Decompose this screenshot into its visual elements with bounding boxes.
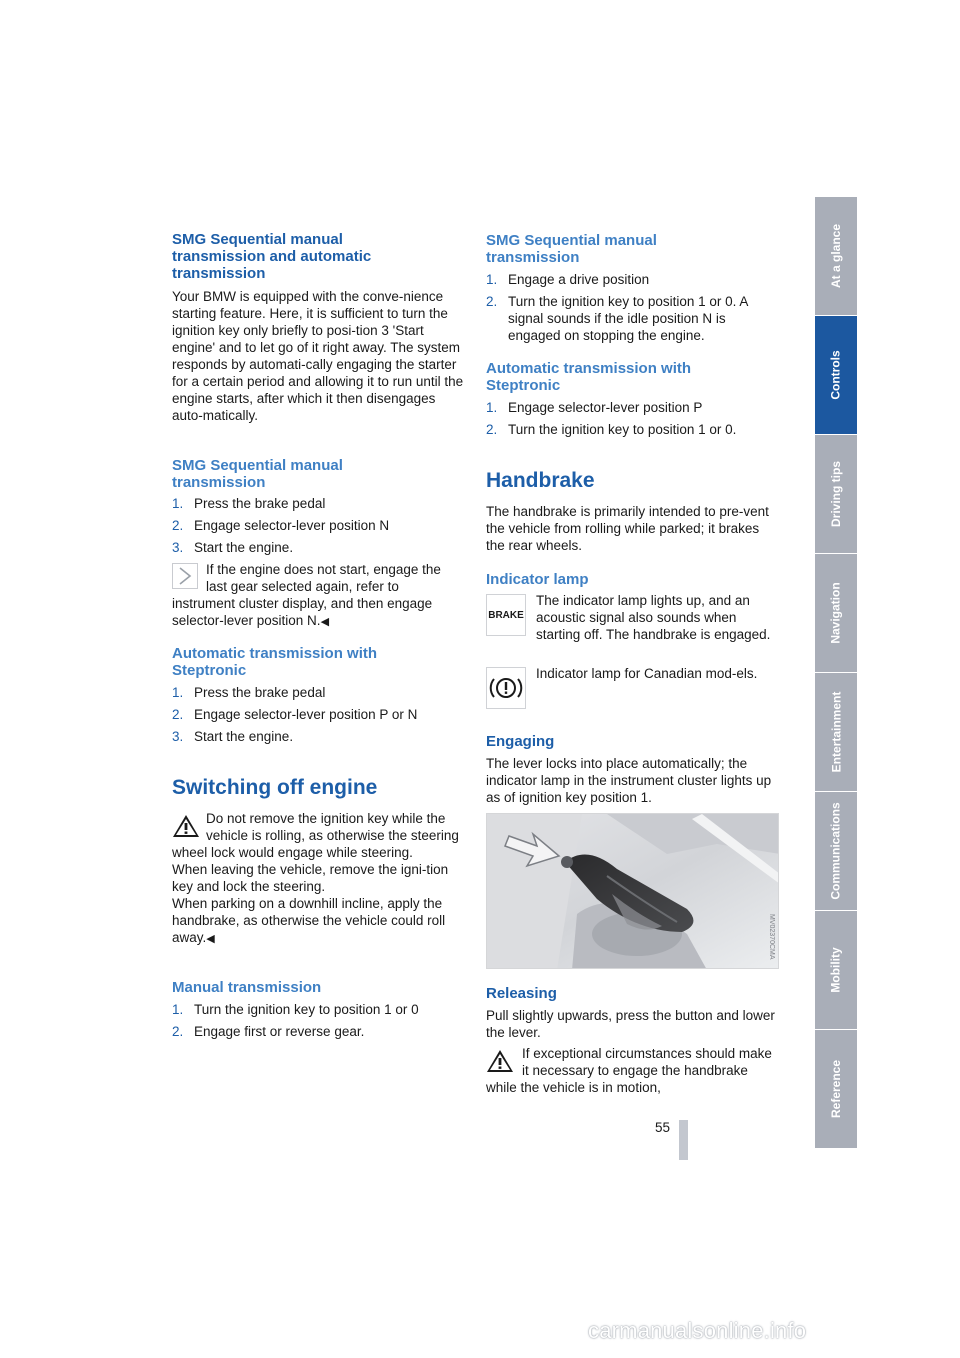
- photo-code-label: MV02370CMA: [768, 914, 775, 960]
- tab-label: Driving tips: [829, 460, 844, 528]
- switch-off-warning: [172, 810, 464, 861]
- tab-label: Mobility: [829, 947, 844, 993]
- releasing-paragraph: Pull slightly upwards, press the button and lower the lever.: [486, 1008, 775, 1040]
- heading-releasing: Releasing: [486, 985, 557, 1002]
- list-item: 1. Turn the ignition key to position 1 or 0: [172, 1002, 419, 1017]
- tab-entertainment[interactable]: [815, 673, 857, 792]
- list-item: 2. Engage first or reverse gear.: [172, 1024, 365, 1039]
- tab-reference[interactable]: [815, 1030, 857, 1149]
- heading-automatic-left: Automatic transmission with Steptronic: [172, 645, 378, 679]
- indicator-paragraph: [486, 592, 780, 643]
- tab-driving-tips[interactable]: [815, 435, 857, 554]
- heading-manual-transmission: Manual transmission: [172, 979, 322, 996]
- heading-smg-left: SMG Sequential manual transmission: [172, 457, 343, 491]
- tab-label: At a glance: [829, 223, 843, 289]
- heading-switching-off-engine: Switching off engine: [172, 776, 378, 799]
- canadian-paragraph: [486, 665, 780, 682]
- end-mark: ◀: [320, 616, 330, 628]
- tab-label: Entertainment: [829, 691, 843, 773]
- list-item: 3. Start the engine.: [172, 729, 294, 744]
- tab-controls[interactable]: [815, 316, 857, 435]
- list-item: 3. Start the engine.: [172, 540, 294, 555]
- brake-icon-text: BRAKE: [488, 609, 524, 621]
- heading-handbrake: Handbrake: [486, 469, 595, 492]
- list-item: 2. Turn the ignition key to position 1 or 0.: [486, 422, 737, 437]
- list-item: 2. Turn the ignition key to position 1 or 0. A signal sounds if the idle position N is engaged on stopping the engine.: [486, 294, 748, 343]
- list-item: 2. Engage selector-lever position N: [172, 518, 390, 533]
- tab-mobility[interactable]: [815, 911, 857, 1030]
- heading-automatic-right: Automatic transmission with Steptronic: [486, 360, 692, 394]
- end-mark: ◀: [206, 933, 215, 945]
- switch-off-paragraph-downhill: [172, 895, 464, 948]
- page-number: 55: [654, 1120, 670, 1135]
- tab-label: Communications: [829, 802, 843, 900]
- releasing-warning-text: If exceptional circumstances should make it necessary to engage the handbrake while the vehicle is in motion,: [486, 1046, 772, 1095]
- tab-label: Reference: [829, 1059, 843, 1119]
- engaging-paragraph: The lever locks into place automatically; the indicator lamp in the instrument cluster lights up as of ignition key position 1.: [486, 756, 772, 805]
- handbrake-paragraph: The handbrake is primarily intended to pre-vent the vehicle from rolling while parked; it brakes the rear wheels.: [486, 504, 769, 553]
- list-item: 2. Engage selector-lever position P or N: [172, 707, 418, 722]
- list-item: 1. Press the brake pedal: [172, 496, 326, 511]
- list-item: 1. Engage selector-lever position P: [486, 400, 703, 415]
- tab-navigation[interactable]: [815, 554, 857, 673]
- heading-engaging: Engaging: [486, 733, 555, 750]
- page-marker-bar: [679, 1120, 688, 1160]
- footer-watermark: carmanualsonline.info: [588, 1318, 807, 1343]
- tab-label: Controls: [829, 350, 843, 400]
- convenience-start-paragraph: Your BMW is equipped with the conve-nience starting feature. Here, it is sufficient to turn the ignition key only briefly to posi-tion 3 'Start engine' and to let go of it right away. The system responds by automati-cally engaging the starter for a certain period and allowing it to run until the engine starts, after which it then disengages auto-matically.: [172, 289, 464, 423]
- list-item: 1. Press the brake pedal: [172, 685, 326, 700]
- tab-label: Navigation: [829, 582, 843, 644]
- canadian-text: Indicator lamp for Canadian mod-els.: [536, 666, 758, 681]
- releasing-warning: [486, 1045, 780, 1096]
- downhill-text: When parking on a downhill incline, apply the handbrake, as otherwise the vehicle could roll away.: [172, 896, 446, 945]
- switch-off-warning-text: Do not remove the ignition key while the vehicle is rolling, as otherwise the steering wheel lock would engage while steering.: [172, 811, 459, 860]
- heading-smg-right: SMG Sequential manual transmission: [486, 232, 657, 266]
- list-item: 1. Engage a drive position: [486, 272, 650, 287]
- handbrake-photo: [486, 813, 779, 969]
- heading-indicator-lamp: Indicator lamp: [486, 571, 589, 588]
- indicator-text: The indicator lamp lights up, and an acoustic signal also sounds when starting off. The handbrake is engaged.: [536, 593, 771, 642]
- smg-note: [172, 561, 464, 631]
- tab-communications[interactable]: [815, 792, 857, 911]
- switch-off-paragraph: When leaving the vehicle, remove the igni-tion key and lock the steering.: [172, 862, 449, 894]
- tab-at-a-glance[interactable]: [815, 197, 857, 316]
- smg-note-text: If the engine does not start, engage the last gear selected again, refer to instrument cluster display, and then engage selector-lever position N.: [172, 562, 441, 628]
- heading-smg-and-automatic: SMG Sequential manual transmission and automatic transmission: [172, 231, 372, 282]
